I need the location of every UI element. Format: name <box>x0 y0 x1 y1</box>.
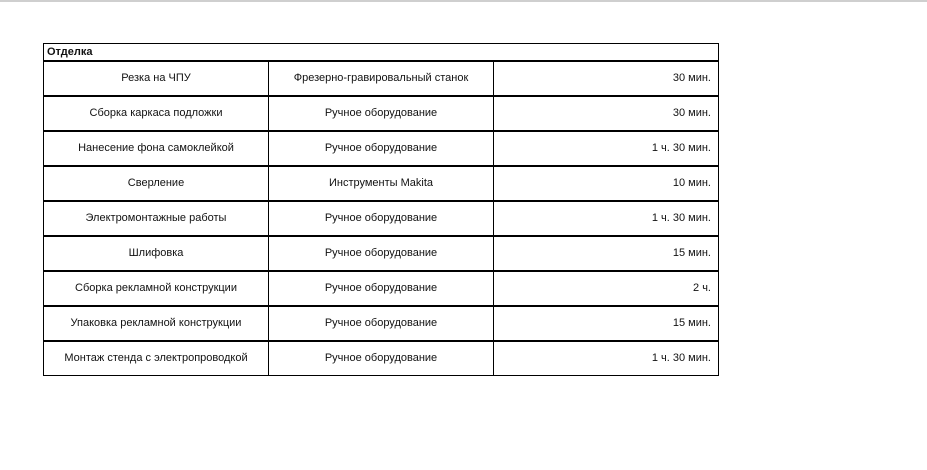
table-row <box>44 341 719 376</box>
equipment-cell: Ручное оборудование <box>269 271 494 306</box>
section-title: Отделка <box>44 44 719 62</box>
duration-cell: 10 мин. <box>494 166 719 201</box>
table-row <box>44 61 719 96</box>
operation-cell: Сверление <box>44 166 269 201</box>
duration-cell: 1 ч. 30 мин. <box>494 341 719 376</box>
operation-cell: Резка на ЧПУ <box>44 61 269 96</box>
duration-cell: 30 мин. <box>494 96 719 131</box>
operation-cell: Сборка каркаса подложки <box>44 96 269 131</box>
equipment-cell: Ручное оборудование <box>269 306 494 341</box>
operation-cell: Шлифовка <box>44 236 269 271</box>
table-row <box>44 271 719 306</box>
duration-cell: 2 ч. <box>494 271 719 306</box>
operation-cell: Нанесение фона самоклейкой <box>44 131 269 166</box>
section-header-row <box>44 44 719 62</box>
duration-cell: 15 мин. <box>494 306 719 341</box>
equipment-cell: Ручное оборудование <box>269 131 494 166</box>
table-row <box>44 236 719 271</box>
duration-cell: 1 ч. 30 мин. <box>494 201 719 236</box>
equipment-cell: Инструменты Makita <box>269 166 494 201</box>
operation-cell: Сборка рекламной конструкции <box>44 271 269 306</box>
table-row <box>44 96 719 131</box>
operations-table <box>43 43 719 376</box>
duration-cell: 1 ч. 30 мин. <box>494 131 719 166</box>
operation-cell: Электромонтажные работы <box>44 201 269 236</box>
table-row <box>44 306 719 341</box>
duration-cell: 30 мин. <box>494 61 719 96</box>
table-row <box>44 166 719 201</box>
equipment-cell: Фрезерно-гравировальный станок <box>269 61 494 96</box>
document-page <box>0 2 927 470</box>
table-row <box>44 131 719 166</box>
operation-cell: Упаковка рекламной конструкции <box>44 306 269 341</box>
operation-cell: Монтаж стенда с электропроводкой <box>44 341 269 376</box>
equipment-cell: Ручное оборудование <box>269 341 494 376</box>
equipment-cell: Ручное оборудование <box>269 236 494 271</box>
equipment-cell: Ручное оборудование <box>269 96 494 131</box>
equipment-cell: Ручное оборудование <box>269 201 494 236</box>
table-row <box>44 201 719 236</box>
duration-cell: 15 мин. <box>494 236 719 271</box>
